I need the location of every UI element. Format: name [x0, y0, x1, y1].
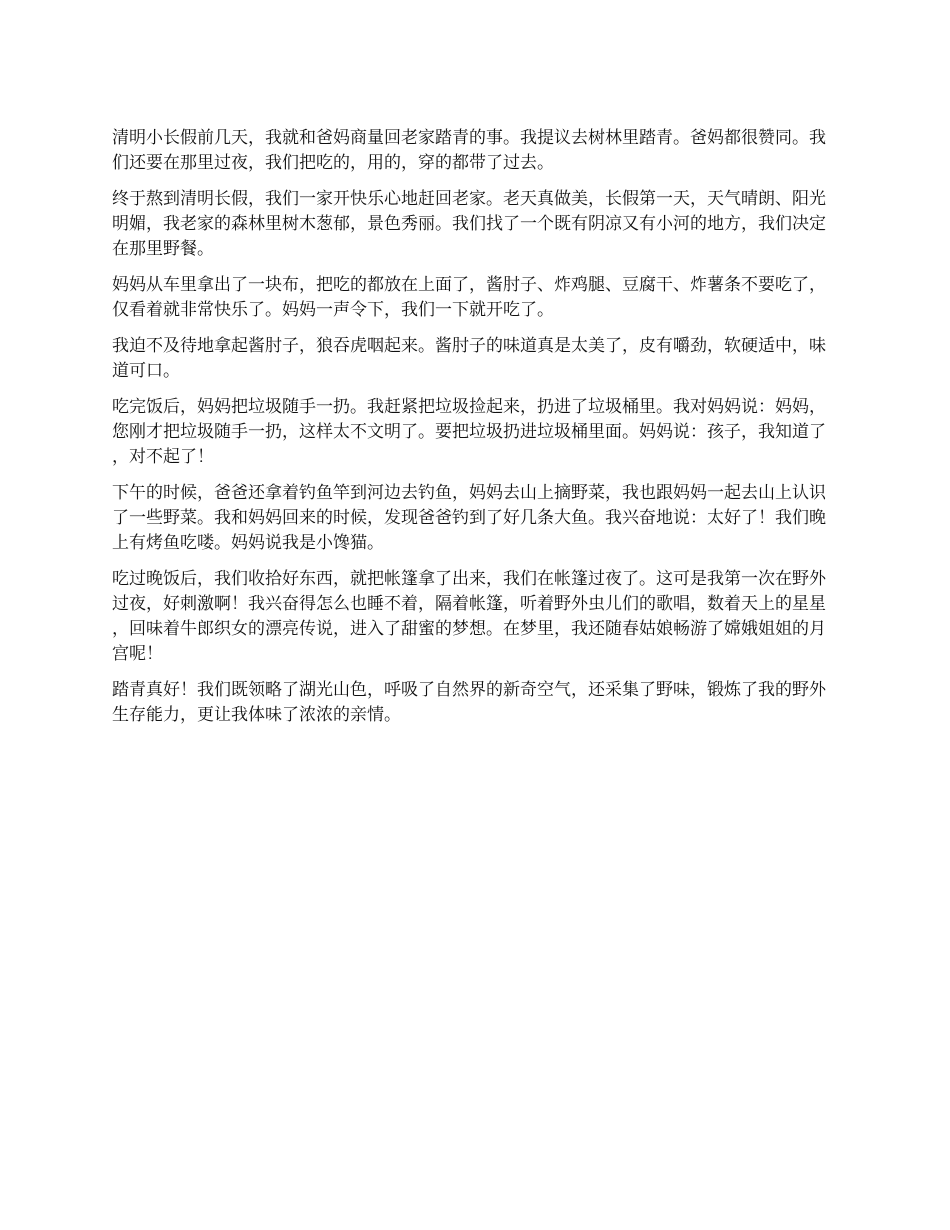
paragraph-5: 吃完饭后，妈妈把垃圾随手一扔。我赶紧把垃圾捡起来，扔进了垃圾桶里。我对妈妈说：妈妈，您刚才把垃圾随手一扔，这样太不文明了。要把垃圾扔进垃圾桶里面。妈妈说：孩子，我知道了，对不起了！ [112, 397, 826, 467]
paragraph-6: 下午的时候，爸爸还拿着钓鱼竿到河边去钓鱼，妈妈去山上摘野菜，我也跟妈妈一起去山上认识了一些野菜。我和妈妈回来的时候，发现爸爸钓到了好几条大鱼。我兴奋地说：太好了！我们晚上有烤鱼吃喽。妈妈说我是小馋猫。 [112, 483, 826, 553]
paragraph-4: 我迫不及待地拿起酱肘子，狼吞虎咽起来。酱肘子的味道真是太美了，皮有嚼劲，软硬适中，味道可口。 [112, 336, 826, 381]
paragraph-2: 终于熬到清明长假，我们一家开快乐心地赶回老家。老天真做美，长假第一天，天气晴朗、阳光明媚，我老家的森林里树木葱郁，景色秀丽。我们找了一个既有阴凉又有小河的地方，我们决定在那里野餐。 [112, 189, 826, 259]
paragraph-3: 妈妈从车里拿出了一块布，把吃的都放在上面了，酱肘子、炸鸡腿、豆腐干、炸薯条不要吃了，仅看着就非常快乐了。妈妈一声令下，我们一下就开吃了。 [112, 275, 826, 320]
paragraph-1: 清明小长假前几天，我就和爸妈商量回老家踏青的事。我提议去树林里踏青。爸妈都很赞同。我们还要在那里过夜，我们把吃的，用的，穿的都带了过去。 [112, 128, 826, 173]
paragraph-7: 吃过晚饭后，我们收拾好东西，就把帐篷拿了出来，我们在帐篷过夜了。这可是我第一次在野外过夜，好刺激啊！我兴奋得怎么也睡不着，隔着帐篷，听着野外虫儿们的歌唱，数着天上的星星，回味着牛郎织女的漂亮传说，进入了甜蜜的梦想。在梦里，我还随春姑娘畅游了嫦娥姐姐的月宫呢！ [112, 569, 826, 664]
document-body [112, 126, 840, 739]
paragraph-8: 踏青真好！我们既领略了湖光山色，呼吸了自然界的新奇空气，还采集了野味，锻炼了我的野外生存能力，更让我体味了浓浓的亲情。 [112, 680, 826, 725]
